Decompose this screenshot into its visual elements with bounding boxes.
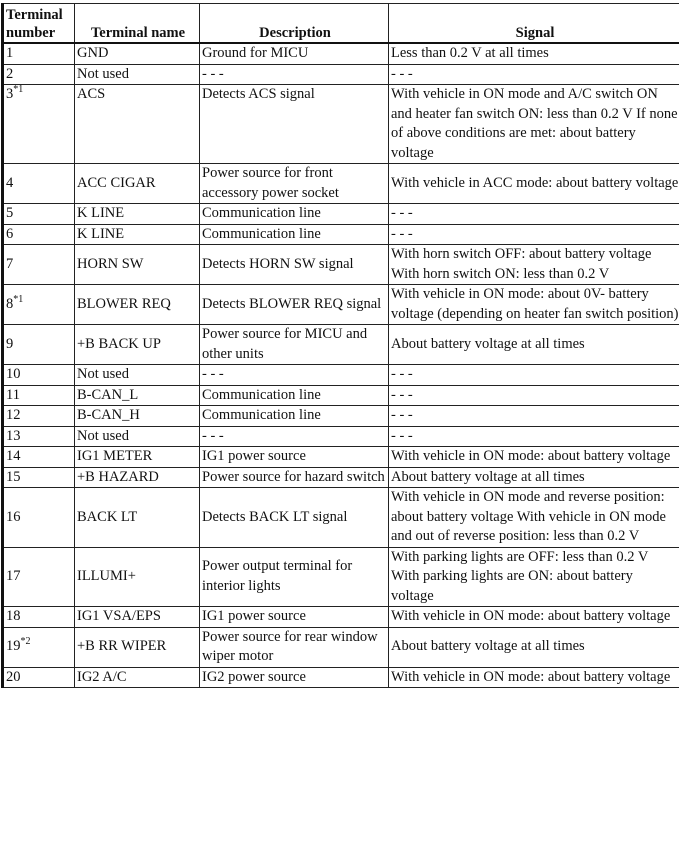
terminal-number: 7 [6,256,13,272]
terminal-name-cell: IG1 METER [75,447,200,468]
terminal-name-cell: B-CAN_H [75,406,200,427]
table-row [3,467,679,488]
description-cell: Communication line [200,224,389,245]
terminal-number: 16 [6,509,21,525]
table-row [3,547,679,607]
description-cell: Power source for hazard switch [200,467,389,488]
terminal-number-cell [3,406,75,427]
terminal-number-cell [3,385,75,406]
terminal-name-cell: ACC CIGAR [75,164,200,204]
terminal-name-cell: ILLUMI+ [75,547,200,607]
terminal-name-cell: ACS [75,85,200,164]
description-cell: - - - [200,64,389,85]
description-cell: Detects HORN SW signal [200,245,389,285]
terminal-number-cell [3,164,75,204]
footnote-marker: *2 [21,636,31,647]
terminal-name-cell: Not used [75,64,200,85]
terminal-number: 19 [6,638,21,654]
terminal-name-cell: +B HAZARD [75,467,200,488]
terminal-name-cell: K LINE [75,204,200,225]
table-row [3,627,679,667]
table-header-row [3,4,679,44]
terminal-name-cell: GND [75,43,200,64]
terminal-number: 18 [6,608,21,624]
terminal-number: 8 [6,296,13,312]
terminal-number-cell [3,365,75,386]
table-row [3,325,679,365]
signal-cell: About battery voltage at all times [389,467,679,488]
terminal-number: 2 [6,66,13,82]
terminal-number: 17 [6,568,21,584]
description-cell: - - - [200,365,389,386]
table-row [3,447,679,468]
terminal-number: 6 [6,226,13,242]
terminal-number-cell [3,488,75,548]
terminal-name-cell: BACK LT [75,488,200,548]
signal-cell: Less than 0.2 V at all times [389,43,679,64]
table-row [3,245,679,285]
terminal-number: 10 [6,366,21,382]
terminal-name-cell: K LINE [75,224,200,245]
terminal-number-cell [3,426,75,447]
terminal-number: 11 [6,387,20,403]
signal-cell: With vehicle in ON mode and A/C switch ON and heater fan switch ON: less than 0.2 V If none of above conditions are met: about battery voltage [389,85,679,164]
header-description: Description [200,4,389,44]
header-terminal-number: Terminal number [3,4,75,44]
description-cell: Power source for MICU and other units [200,325,389,365]
terminal-name-cell: +B RR WIPER [75,627,200,667]
footnote-marker: *1 [13,294,23,305]
table-row [3,43,679,64]
signal-cell: With horn switch OFF: about battery voltage With horn switch ON: less than 0.2 V [389,245,679,285]
terminal-number-cell [3,325,75,365]
description-cell: Communication line [200,385,389,406]
terminal-number-cell [3,85,75,164]
signal-cell: With vehicle in ACC mode: about battery voltage [389,164,679,204]
terminal-name-cell: Not used [75,365,200,386]
footnote-marker: *1 [13,85,23,96]
terminal-name-cell: IG1 VSA/EPS [75,607,200,628]
signal-cell: With vehicle in ON mode: about battery voltage [389,607,679,628]
description-cell: Power source for front accessory power socket [200,164,389,204]
table-row [3,385,679,406]
terminal-number: 15 [6,469,21,485]
table-row [3,85,679,164]
signal-cell: With vehicle in ON mode: about 0V- battery voltage (depending on heater fan switch position) [389,285,679,325]
terminal-number-cell [3,627,75,667]
description-cell: IG1 power source [200,607,389,628]
table-row [3,607,679,628]
description-cell: Detects BACK LT signal [200,488,389,548]
table-row [3,365,679,386]
table-row [3,667,679,688]
terminal-name-cell: IG2 A/C [75,667,200,688]
signal-cell: With vehicle in ON mode: about battery voltage [389,447,679,468]
terminal-name-cell: +B BACK UP [75,325,200,365]
header-signal: Signal [389,4,679,44]
terminal-number: 9 [6,336,13,352]
terminal-number-cell [3,245,75,285]
terminal-number-cell [3,64,75,85]
terminal-number: 4 [6,175,13,191]
terminal-table [1,3,679,688]
signal-cell: About battery voltage at all times [389,627,679,667]
signal-cell: - - - [389,406,679,427]
signal-cell: With parking lights are OFF: less than 0.2 V With parking lights are ON: about battery voltage [389,547,679,607]
terminal-number-cell [3,285,75,325]
terminal-number-cell [3,667,75,688]
terminal-number: 14 [6,448,21,464]
table-row [3,488,679,548]
header-terminal-name: Terminal name [75,4,200,44]
description-cell: - - - [200,426,389,447]
description-cell: Detects BLOWER REQ signal [200,285,389,325]
description-cell: Ground for MICU [200,43,389,64]
terminal-number-cell [3,447,75,468]
terminal-number-cell [3,224,75,245]
signal-cell: With vehicle in ON mode and reverse position: about battery voltage With vehicle in ON mode and out of reverse position: less than 0.2 V [389,488,679,548]
terminal-number-cell [3,607,75,628]
terminal-number-cell [3,43,75,64]
description-cell: Communication line [200,406,389,427]
description-cell: Communication line [200,204,389,225]
terminal-name-cell: BLOWER REQ [75,285,200,325]
signal-cell: - - - [389,64,679,85]
signal-cell: - - - [389,385,679,406]
signal-cell: - - - [389,224,679,245]
signal-cell: - - - [389,426,679,447]
terminal-number: 1 [6,45,13,61]
terminal-number: 5 [6,205,13,221]
description-cell: IG1 power source [200,447,389,468]
table-row [3,64,679,85]
signal-cell: About battery voltage at all times [389,325,679,365]
terminal-name-cell: B-CAN_L [75,385,200,406]
table-row [3,406,679,427]
signal-cell: - - - [389,365,679,386]
description-cell: Power source for rear window wiper motor [200,627,389,667]
description-cell: Detects ACS signal [200,85,389,164]
terminal-number: 20 [6,669,21,685]
terminal-number: 13 [6,428,21,444]
terminal-name-cell: Not used [75,426,200,447]
signal-cell: - - - [389,204,679,225]
terminal-number: 12 [6,407,21,423]
terminal-number: 3 [6,86,13,102]
table-row [3,285,679,325]
description-cell: Power output terminal for interior lights [200,547,389,607]
signal-cell: With vehicle in ON mode: about battery voltage [389,667,679,688]
table-row [3,204,679,225]
terminal-number-cell [3,204,75,225]
table-row [3,426,679,447]
description-cell: IG2 power source [200,667,389,688]
terminal-number-cell [3,467,75,488]
terminal-name-cell: HORN SW [75,245,200,285]
table-row [3,224,679,245]
table-row [3,164,679,204]
terminal-number-cell [3,547,75,607]
